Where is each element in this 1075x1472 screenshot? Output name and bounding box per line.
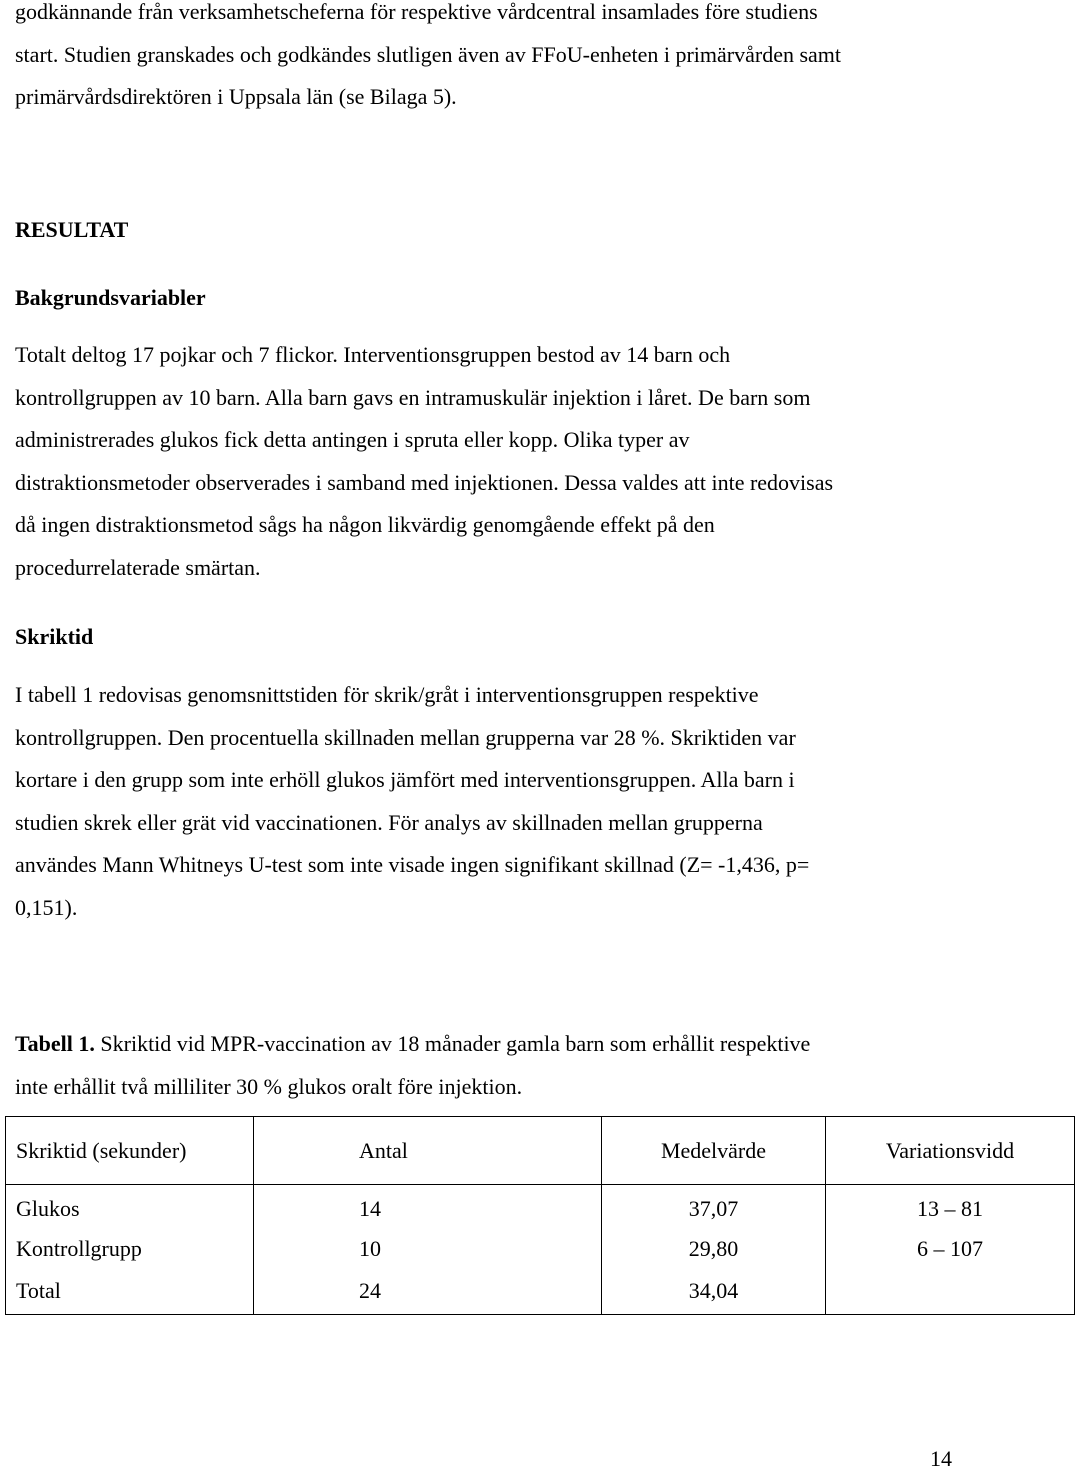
cell-medelvarde: 34,04 (602, 1271, 826, 1315)
cell-group: Glukos (6, 1185, 254, 1228)
cell-group: Kontrollgrupp (6, 1228, 254, 1271)
header-medelvarde: Medelvärde (602, 1117, 826, 1185)
header-skriktid: Skriktid (sekunder) (6, 1117, 254, 1185)
skriktid-paragraph: I tabell 1 redovisas genomsnittstiden för skrik/gråt i interventionsgruppen respektive kontrollgruppen. Den procentuella skillnaden mellan grupperna var 28 %. Skriktiden var kortare i den grupp som inte erhöll glukos jämfört med interventionsgruppen. Alla barn i studien skrek eller grät vid vaccinationen. För analys av skillnaden mellan grupperna användes Mann Whitneys U-test som inte visade ingen signifikant skillnad (Z= -1,436, p= 0,151). (15, 682, 810, 920)
table-caption (15, 1023, 950, 1108)
intro-paragraph: godkännande från verksamhetscheferna för respektive vårdcentral insamlades före studiens start. Studien granskades och godkändes slutligen även av FFoU-enheten i primärvården samt primärvårdsdirektören i Uppsala län (se Bilaga 5). (15, 0, 842, 109)
cell-variationsvidd: 6 – 107 (826, 1228, 1075, 1271)
cell-antal: 14 (254, 1185, 602, 1228)
cell-medelvarde: 29,80 (602, 1228, 826, 1271)
page-number: 14 (930, 1446, 952, 1471)
cell-antal: 24 (254, 1271, 602, 1315)
table-caption-text: Skriktid vid MPR-vaccination av 18 månader gamla barn som erhållit respektive inte erhållit två milliliter 30 % glukos oralt före injektion. (15, 1031, 811, 1099)
table-row (6, 1228, 1075, 1271)
bakgrund-paragraph: Totalt deltog 17 pojkar och 7 flickor. Interventionsgruppen bestod av 14 barn och kontrollgruppen av 10 barn. Alla barn gavs en intramuskulär injektion i låret. De barn som administrerades glukos fick detta antingen i spruta eller kopp. Olika typer av distraktionsmetoder observerades i samband med injektionen. Dessa valdes att inte redovisas då ingen distraktionsmetod sågs ha någon likvärdig genomgående effekt på den procedurrelaterade smärtan. (15, 342, 834, 580)
table-row (6, 1185, 1075, 1228)
section-heading-resultat: RESULTAT (15, 217, 129, 242)
table-header-row (6, 1117, 1075, 1185)
table-caption-label: Tabell 1. (15, 1031, 95, 1056)
cell-medelvarde: 37,07 (602, 1185, 826, 1228)
cell-antal: 10 (254, 1228, 602, 1271)
table-row (6, 1271, 1075, 1315)
header-variationsvidd: Variationsvidd (826, 1117, 1075, 1185)
cell-variationsvidd (826, 1271, 1075, 1315)
subheading-skriktid: Skriktid (15, 624, 94, 649)
cell-variationsvidd: 13 – 81 (826, 1185, 1075, 1228)
results-table (5, 1116, 1075, 1315)
subheading-bakgrundsvariabler: Bakgrundsvariabler (15, 285, 206, 310)
header-antal: Antal (254, 1117, 602, 1185)
cell-group: Total (6, 1271, 254, 1315)
